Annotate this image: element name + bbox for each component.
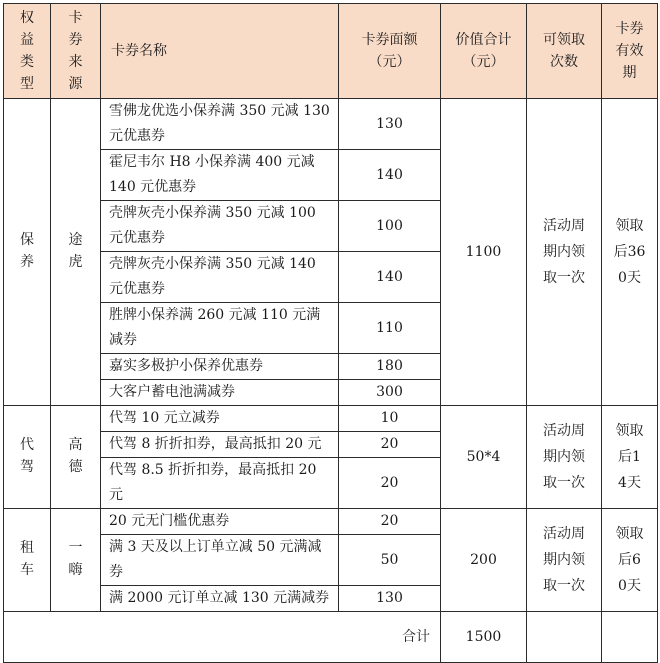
total-empty-cell bbox=[527, 612, 602, 663]
table-row bbox=[4, 406, 658, 432]
coupon-name-cell: 壳牌灰壳小保养满 350 元减 100 元优惠券 bbox=[101, 201, 339, 252]
coupon-name-cell: 代驾 8.5 折折扣券，最高抵扣 20 元 bbox=[101, 458, 339, 509]
coupon-value-cell: 140 bbox=[339, 150, 441, 201]
validity-cell: 领取后14天 bbox=[602, 406, 658, 509]
coupon-value-cell: 130 bbox=[339, 586, 441, 612]
claims-cell: 活动周期内领取一次 bbox=[527, 509, 602, 612]
total-empty-cell bbox=[602, 612, 658, 663]
header-total-value: 价值合计（元） bbox=[441, 4, 527, 99]
coupon-name-cell: 胜牌小保养满 260 元减 110 元满减券 bbox=[101, 303, 339, 354]
total-row bbox=[4, 612, 658, 663]
claims-cell: 活动周期内领取一次 bbox=[527, 406, 602, 509]
header-source: 卡券来源 bbox=[51, 4, 101, 99]
coupon-source-cell: 途虎 bbox=[51, 99, 101, 406]
coupon-name-cell: 代驾 8 折折扣券，最高抵扣 20 元 bbox=[101, 432, 339, 458]
total-label: 合计 bbox=[4, 612, 441, 663]
coupon-value-cell: 50 bbox=[339, 535, 441, 586]
header-claims: 可领取次数 bbox=[527, 4, 602, 99]
benefit-type-cell: 租车 bbox=[4, 509, 51, 612]
group-total-cell: 1100 bbox=[441, 99, 527, 406]
coupon-name-cell: 大客户蓄电池满减券 bbox=[101, 380, 339, 406]
validity-cell: 领取后360天 bbox=[602, 99, 658, 406]
coupon-name-cell: 嘉实多极护小保养优惠券 bbox=[101, 354, 339, 380]
benefit-type-cell: 保养 bbox=[4, 99, 51, 406]
header-face-value: 卡券面额（元） bbox=[339, 4, 441, 99]
table-row bbox=[4, 509, 658, 535]
coupon-value-cell: 130 bbox=[339, 99, 441, 150]
benefit-type-cell: 代驾 bbox=[4, 406, 51, 509]
coupon-source-cell: 高德 bbox=[51, 406, 101, 509]
coupon-value-cell: 180 bbox=[339, 354, 441, 380]
coupon-value-cell: 140 bbox=[339, 252, 441, 303]
coupon-benefits-table bbox=[3, 3, 658, 663]
header-validity: 卡券有效期 bbox=[602, 4, 658, 99]
group-total-cell: 50*4 bbox=[441, 406, 527, 509]
coupon-name-cell: 壳牌灰壳小保养满 350 元减 140 元优惠券 bbox=[101, 252, 339, 303]
claims-cell: 活动周期内领取一次 bbox=[527, 99, 602, 406]
table-row bbox=[4, 99, 658, 150]
table-header-row bbox=[4, 4, 658, 99]
coupon-value-cell: 300 bbox=[339, 380, 441, 406]
coupon-name-cell: 雪佛龙优选小保养满 350 元减 130 元优惠券 bbox=[101, 99, 339, 150]
coupon-name-cell: 代驾 10 元立减券 bbox=[101, 406, 339, 432]
coupon-value-cell: 20 bbox=[339, 458, 441, 509]
coupon-value-cell: 100 bbox=[339, 201, 441, 252]
coupon-value-cell: 20 bbox=[339, 509, 441, 535]
coupon-value-cell: 20 bbox=[339, 432, 441, 458]
coupon-name-cell: 20 元无门槛优惠券 bbox=[101, 509, 339, 535]
validity-cell: 领取后60天 bbox=[602, 509, 658, 612]
coupon-name-cell: 满 3 天及以上订单立减 50 元满减券 bbox=[101, 535, 339, 586]
group-total-cell: 200 bbox=[441, 509, 527, 612]
coupon-source-cell: 一嗨 bbox=[51, 509, 101, 612]
coupon-name-cell: 满 2000 元订单立减 130 元满减券 bbox=[101, 586, 339, 612]
coupon-table-wrapper bbox=[3, 3, 658, 663]
total-value: 1500 bbox=[441, 612, 527, 663]
coupon-value-cell: 10 bbox=[339, 406, 441, 432]
header-name: 卡券名称 bbox=[101, 4, 339, 99]
coupon-name-cell: 霍尼韦尔 H8 小保养满 400 元减 140 元优惠券 bbox=[101, 150, 339, 201]
coupon-value-cell: 110 bbox=[339, 303, 441, 354]
header-type: 权益类型 bbox=[4, 4, 51, 99]
